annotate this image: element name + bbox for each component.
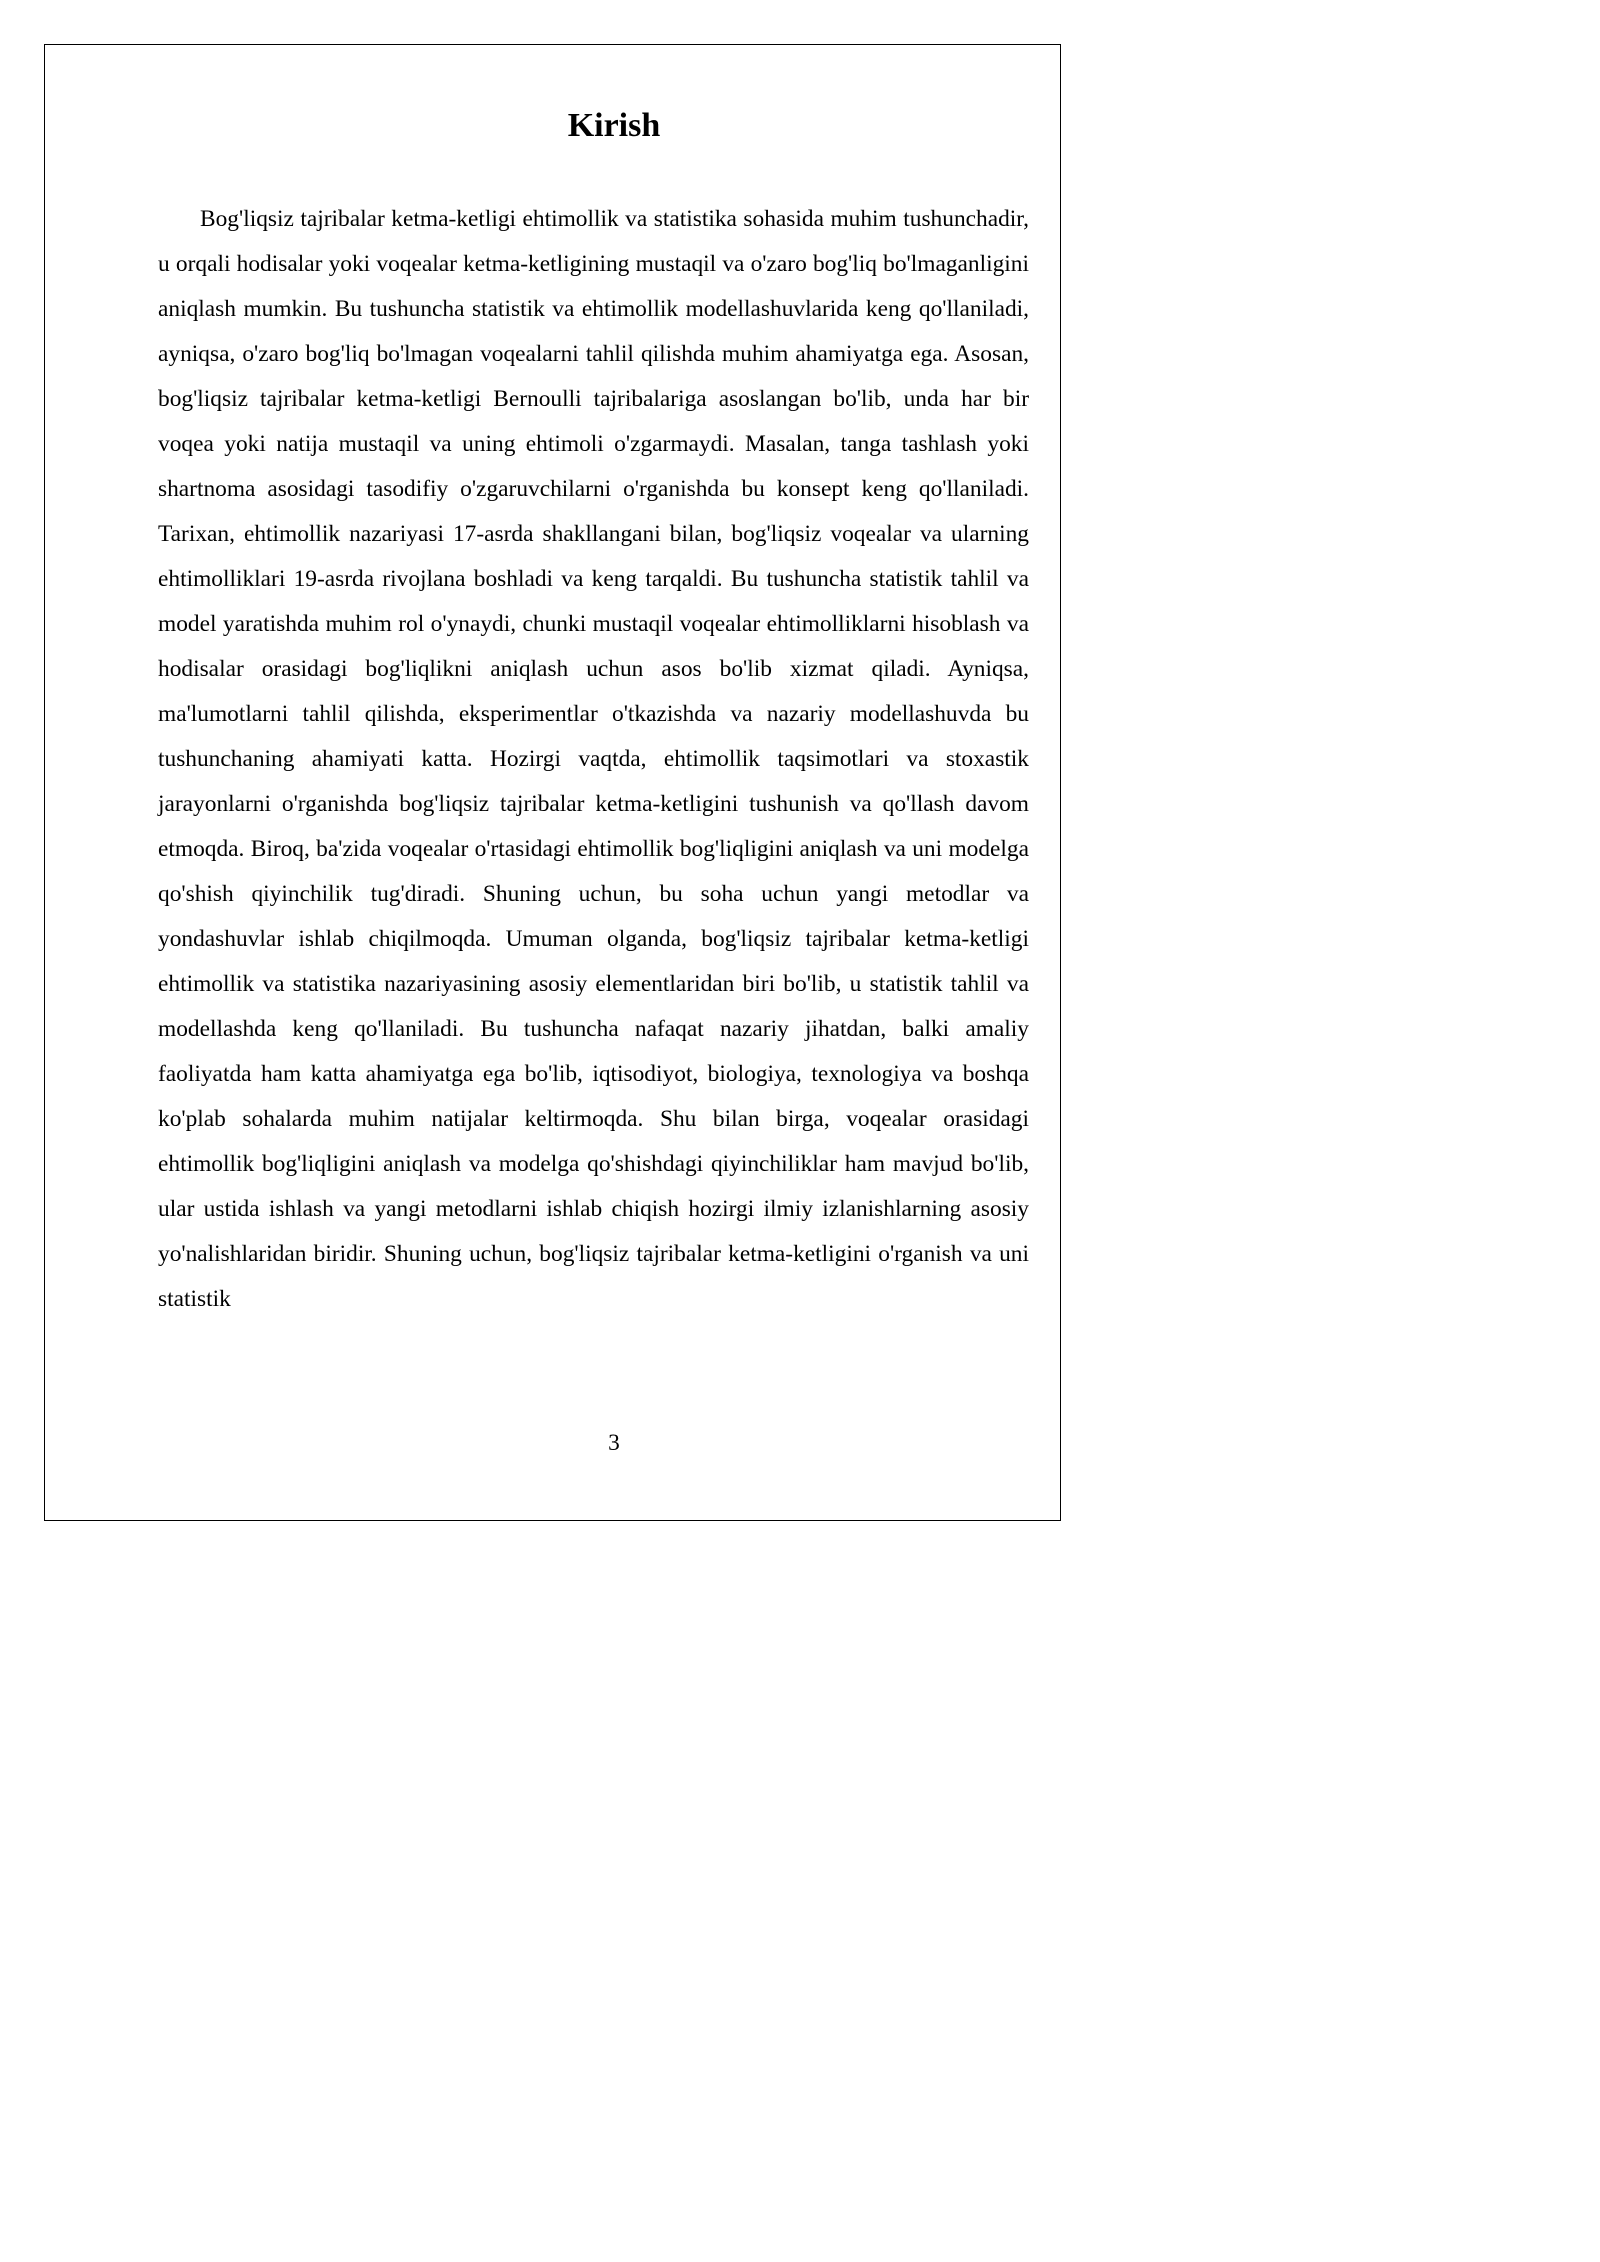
body-paragraph: Bog'liqsiz tajribalar ketma-ketligi ehtimollik va statistika sohasida muhim tushunchadir, u orqali hodisalar yoki voqealar ketma-ketligining mustaqil va o'zaro bog'liq bo'lmaganligini aniqlash mumkin. Bu tushuncha statistik va ehtimollik modellashuvlarida keng qo'llaniladi, ayniqsa, o'zaro bog'liq bo'lmagan voqealarni tahlil qilishda muhim ahamiyatga ega. Asosan, bog'liqsiz tajribalar ketma-ketligi Bernoulli tajribalariga asoslangan bo'lib, unda har bir voqea yoki natija mustaqil va uning ehtimoli o'zgarmaydi. Masalan, tanga tashlash yoki shartnoma asosidagi tasodifiy o'zgaruvchilarni o'rganishda bu konsept keng qo'llaniladi. Tarixan, ehtimollik nazariyasi 17-asrda shakllangani bilan, bog'liqsiz voqealar va ularning ehtimolliklari 19-asrda rivojlana boshladi va keng tarqaldi. Bu tushuncha statistik tahlil va model yaratishda muhim rol o'ynaydi, chunki mustaqil voqealar ehtimolliklarni hisoblash va hodisalar orasidagi bog'liqlikni aniqlash uchun asos bo'lib xizmat qiladi. Ayniqsa, ma'lumotlarni tahlil qilishda, eksperimentlar o'tkazishda va nazariy modellashuvda bu tushunchaning ahamiyati katta. Hozirgi vaqtda, ehtimollik taqsimotlari va stoxastik jarayonlarni o'rganishda bog'liqsiz tajribalar ketma-ketligini tushunish va qo'llash davom etmoqda. Biroq, ba'zida voqealar o'rtasidagi ehtimollik bog'liqligini aniqlash va uni modelga qo'shish qiyinchilik tug'diradi. Shuning uchun, bu soha uchun yangi metodlar va yondashuvlar ishlab chiqilmoqda. Umuman olganda, bog'liqsiz tajribalar ketma-ketligi ehtimollik va statistika nazariyasining asosiy elementlaridan biri bo'lib, u statistik tahlil va modellashda keng qo'llaniladi. Bu tushuncha nafaqat nazariy jihatdan, balki amaliy faoliyatda ham katta ahamiyatga ega bo'lib, iqtisodiyot, biologiya, texnologiya va boshqa ko'plab sohalarda muhim natijalar keltirmoqda. Shu bilan birga, voqealar orasidagi ehtimollik bog'liqligini aniqlash va modelga qo'shishdagi qiyinchiliklar ham mavjud bo'lib, ular ustida ishlash va yangi metodlarni ishlab chiqish hozirgi ilmiy izlanishlarning asosiy yo'nalishlaridan biridir. Shuning uchun, bog'liqsiz tajribalar ketma-ketligini o'rganish va uni statistik [158, 206, 1029, 1312]
page-title: Kirish [567, 107, 661, 144]
page-number: 3 [608, 1430, 620, 1456]
